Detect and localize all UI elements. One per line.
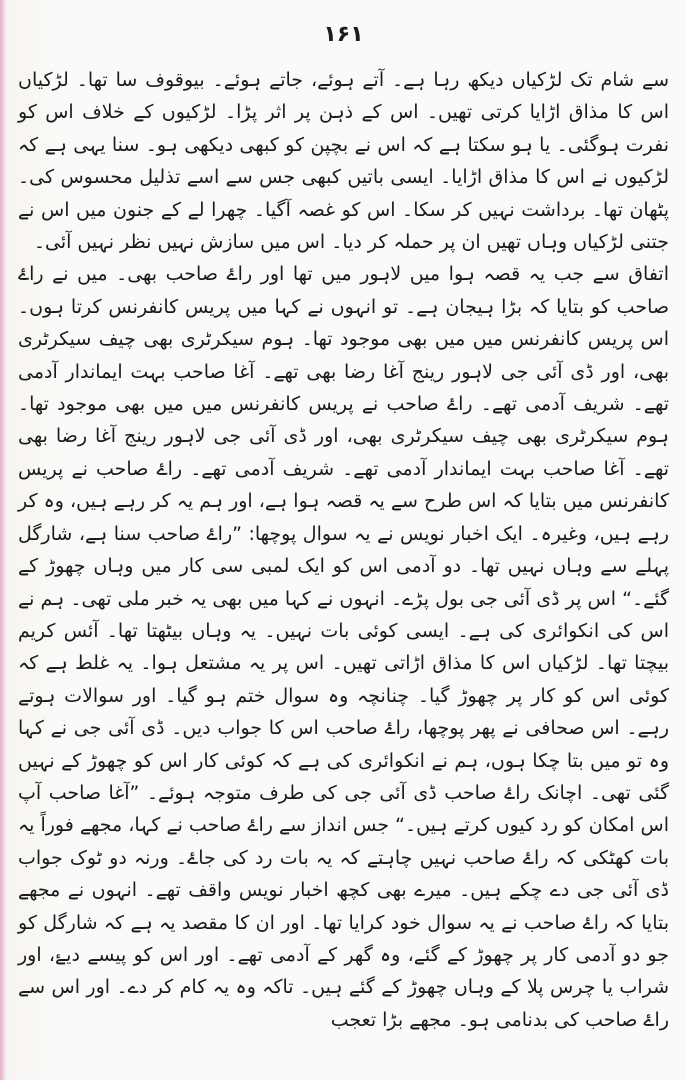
paragraph-2: اتفاق سے جب یہ قصہ ہوا میں لاہور میں تھا اور راۓ صاحب بھی۔ میں نے راۓ صاحب کو بتایا کہ بڑا ہیجان ہے۔ تو انہوں نے کہا میں پریس کانفرنس کرتا ہوں۔ اس پریس کانفرنس میں میں بھی موجود تھا۔ ہوم سیکرٹری بھی چیف سیکرٹری بھی، اور ڈی آئی جی لاہور رینج آغا رضا بھی تھے۔ آغا صاحب بہت ایماندار آدمی تھے۔ شریف آدمی تھے۔ راۓ صاحب نے پریس کانفرنس میں میں بھی موجود تھا۔ ہوم سیکرٹری بھی چیف سیکرٹری بھی، اور ڈی آئی جی لاہور رینج آغا رضا بھی تھے۔ آغا صاحب بہت ایماندار آدمی تھے۔ شریف آدمی تھے۔ راۓ صاحب نے پریس کانفرنس میں بتایا کہ اس طرح سے یہ قصہ ہوا ہے، اور ہم یہ کر رہے ہیں، وہ کر رہے ہیں، وغیرہ۔ ایک اخبار نویس نے یہ سوال پوچھا: ”راۓ صاحب سنا ہے، شارگل پہلے سے وہاں نہیں تھا۔ دو آدمی اس کو ایک لمبی سی کار میں وہاں چھوڑ کے گئے۔“ اس پر ڈی آئی جی بول پڑے۔ انہوں نے کہا میں بھی یہ خبر ملی تھی۔ ہم نے اس کی انکوائری کی ہے۔ ایسی کوئی بات نہیں۔ یہ وہاں بیٹھتا تھا۔ آئس کریم بیچتا تھا۔ لڑکیاں اس کا مذاق اڑاتی تھیں۔ اس پر یہ مشتعل ہوا۔ یہ غلط ہے کہ کوئی اس کو کار پر چھوڑ گیا۔ چنانچہ وہ سوال ختم ہو گیا۔ اور سوالات ہوتے رہے۔ اس صحافی نے پھر پوچھا، راۓ صاحب اس کا جواب دیں۔ ڈی آئی جی نے کہا وہ تو میں بتا چکا ہوں، ہم نے انکوائری کی ہے کہ کوئی کار اس کو چھوڑ کے نہیں گئی تھی۔ اچانک راۓ صاحب ڈی آئی جی کی طرف متوجہ ہوئے۔ ”آغا صاحب آپ اس امکان کو رد کیوں کرتے ہیں۔“ جس انداز سے راۓ صاحب نے کہا، مجھے فوراً یہ بات کھٹکی کہ راۓ صاحب نہیں چاہتے کہ یہ بات رد کی جاۓ۔ ورنہ دو ٹوک جواب ڈی آئی جی دے چکے ہیں۔ میرے بھی کچھ اخبار نویس واقف تھے۔ انہوں نے مجھے بتایا کہ راۓ صاحب نے یہ سوال خود کرایا تھا۔ اور ان کا مقصد یہ ہے کہ شارگل کو جو دو آدمی کار پر چھوڑ کے گئے، وہ گھر کے آدمی تھے۔ اور اس کو پیسے دیۓ، اور شراب یا چرس پلا کے وہاں چھوڑ کے گئے ہیں۔ تاکہ وہ یہ کام کر دے۔ اور اس سے راۓ صاحب کی بدنامی ہو۔ مجھے بڑا تعجب [18, 263, 669, 1031]
paragraph-1: سے شام تک لڑکیاں دیکھ رہا ہے۔ آتے ہوئے، جاتے ہوئے۔ بیوقوف سا تھا۔ لڑکیاں اس کا مذاق اڑایا کرتی تھیں۔ اس کے ذہن پر اثر پڑا۔ لڑکیوں کے خلاف اس کو نفرت ہوگئی۔ یا ہو سکتا ہے کہ اس نے بچپن کو کبھی دیکھی ہو۔ سنا یہی ہے کہ لڑکیوں نے اس کا مذاق اڑایا۔ ایسی باتیں کبھی جس سے اسے تذلیل محسوس کی۔ پٹھان تھا۔ برداشت نہیں کر سکا۔ اس کو غصہ آگیا۔ چھرا لے کے جنون میں اس نے جتنی لڑکیاں وہاں تھیں ان پر حملہ کر دیا۔ اس میں سازش نہیں نظر نہیں آئی۔ [18, 69, 669, 254]
page-number: ۱۶۱ [323, 22, 364, 47]
body-text [18, 64, 669, 1036]
page-edge-shadow [0, 0, 6, 1080]
